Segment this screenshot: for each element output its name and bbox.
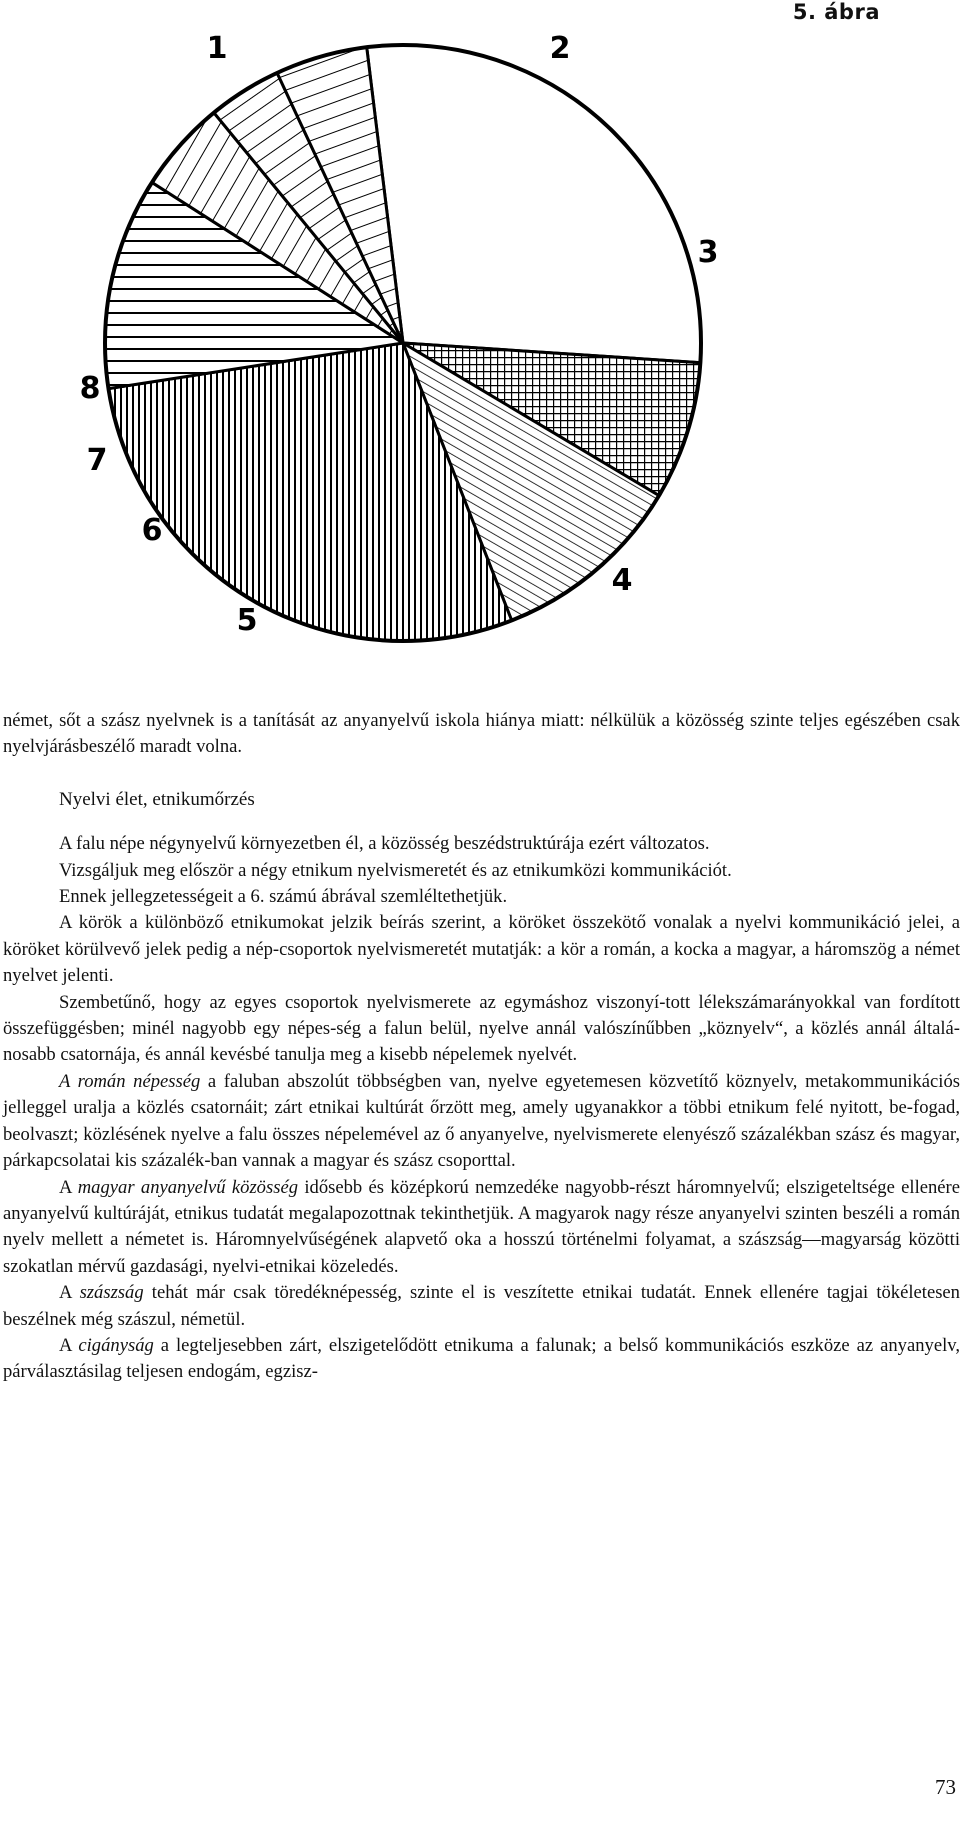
figure-label: 5. ábra — [792, 0, 880, 24]
paragraph-text: tehát már csak töredéknépesség, szinte el is veszítette etnikai tudatát. Ennek ellenére tagjai tökéletesen beszélnek még szászul, németül. — [3, 1282, 960, 1330]
paragraph: A körök a különböző etnikumokat jelzik beírás szerint, a köröket összekötő vonalak a nyelvi kommunikáció jelei, a köröket körülvevő jelek pedig a nép-csoportok nyelvismeretét mutatják: a kör a román, a kocka a magyar, a háromszög a német nyelvet jelenti. — [3, 912, 960, 987]
paragraph-text: idősebb és középkorú nemzedéke nagyobb-részt háromnyelvű; elszigeteltsége ellenére anyanyelvű kultúráját, etnikus tudatát megalapozottnak tekinthetjük. A magyarok nagy része anyanyelvi szinten beszéli a román nyelv mellett a németet is. Háromnyelvűségének alapvető oka a hosszú történelmi folyamat, a szászság—magyarság közötti szokatlan mérvű gazdasági, nyelvi-etnikai közeledés. — [3, 1176, 960, 1277]
slice-label-5: 5 — [236, 603, 258, 638]
emphasis: szászság — [79, 1282, 144, 1304]
emphasis: magyar anyanyelvű közösség — [77, 1176, 299, 1198]
pie-chart — [0, 0, 960, 680]
paragraph — [3, 1333, 960, 1386]
paragraph — [3, 1069, 960, 1175]
section-heading: Nyelvi élet, etnikumőrzés — [59, 788, 255, 810]
slice-label-6: 6 — [141, 513, 163, 548]
slice-label-7: 7 — [86, 443, 108, 478]
paragraph: A falu népe négynyelvű környezetben él, a közösség beszédstruktúrája ezért változatos. — [59, 833, 710, 855]
paragraph-text: a legteljesebben zárt, elszigetelődött etnikuma a falunak; a belső kommunikációs eszköze az anyanyelv, párválasztásilag teljesen endogám, egzisz- — [3, 1334, 960, 1383]
paragraph — [3, 1280, 960, 1333]
paragraph: Vizsgáljuk meg először a négy etnikum nyelvismeretét és az etnikumközi kommunikációt. — [59, 859, 732, 881]
paragraph-text: a faluban abszolút többségben van, nyelve egyetemesen közvetítő köznyelv, metakommunikációs jelleggel uralja a közlés csatornáit; zárt etnikai kultúrát őrzött meg, amely ugyanakkor a többi etnikum felé nyitott, be-fogad, beolvaszt; közlésének nyelve a falu összes népelemével az ő anyanyelve, nyelvismerete elenyésző százalékban szász és magyar, párkapcsolatai kis százalék-ban vannak a magyar és szász csoporttal. — [3, 1070, 960, 1172]
paragraph: német, sőt a szász nyelvnek is a tanítását az anyanyelvű iskola hiánya miatt: nélkülük a közösség szinte teljes egészében csak nyelvjárásbeszélő maradt volna. — [3, 710, 960, 758]
paragraph-text: A — [59, 1282, 80, 1304]
paragraph-text: A — [59, 1334, 79, 1356]
paragraph-text: A — [59, 1176, 78, 1198]
body-text — [3, 708, 960, 1386]
pie-slice-1 — [367, 45, 701, 363]
page-number: 73 — [935, 1775, 956, 1799]
paragraph: Szembetűnő, hogy az egyes csoportok nyelvismerete az egymáshoz viszonyí-tott lélekszámarányokkal van fordított összefüggésben; minél nagyobb egy népes-ség a falun belül, nyelve annál valószínűbben „köznyelv“, a közlés annál általá-nosabb csatornája, és annál kevésbé tanulja meg a kisebb népelemek nyelvét. — [3, 991, 960, 1066]
slice-label-8: 8 — [79, 371, 101, 406]
slice-label-3: 3 — [697, 235, 719, 270]
slice-label-2: 2 — [549, 31, 571, 66]
paragraph — [3, 1175, 960, 1281]
paragraph: Ennek jellegzetességeit a 6. számú ábrával szemléltethetjük. — [59, 886, 508, 908]
slice-label-4: 4 — [611, 563, 633, 598]
emphasis: A román népesség — [59, 1070, 201, 1092]
slice-label-1: 1 — [206, 31, 228, 66]
emphasis: cigányság — [78, 1334, 154, 1356]
